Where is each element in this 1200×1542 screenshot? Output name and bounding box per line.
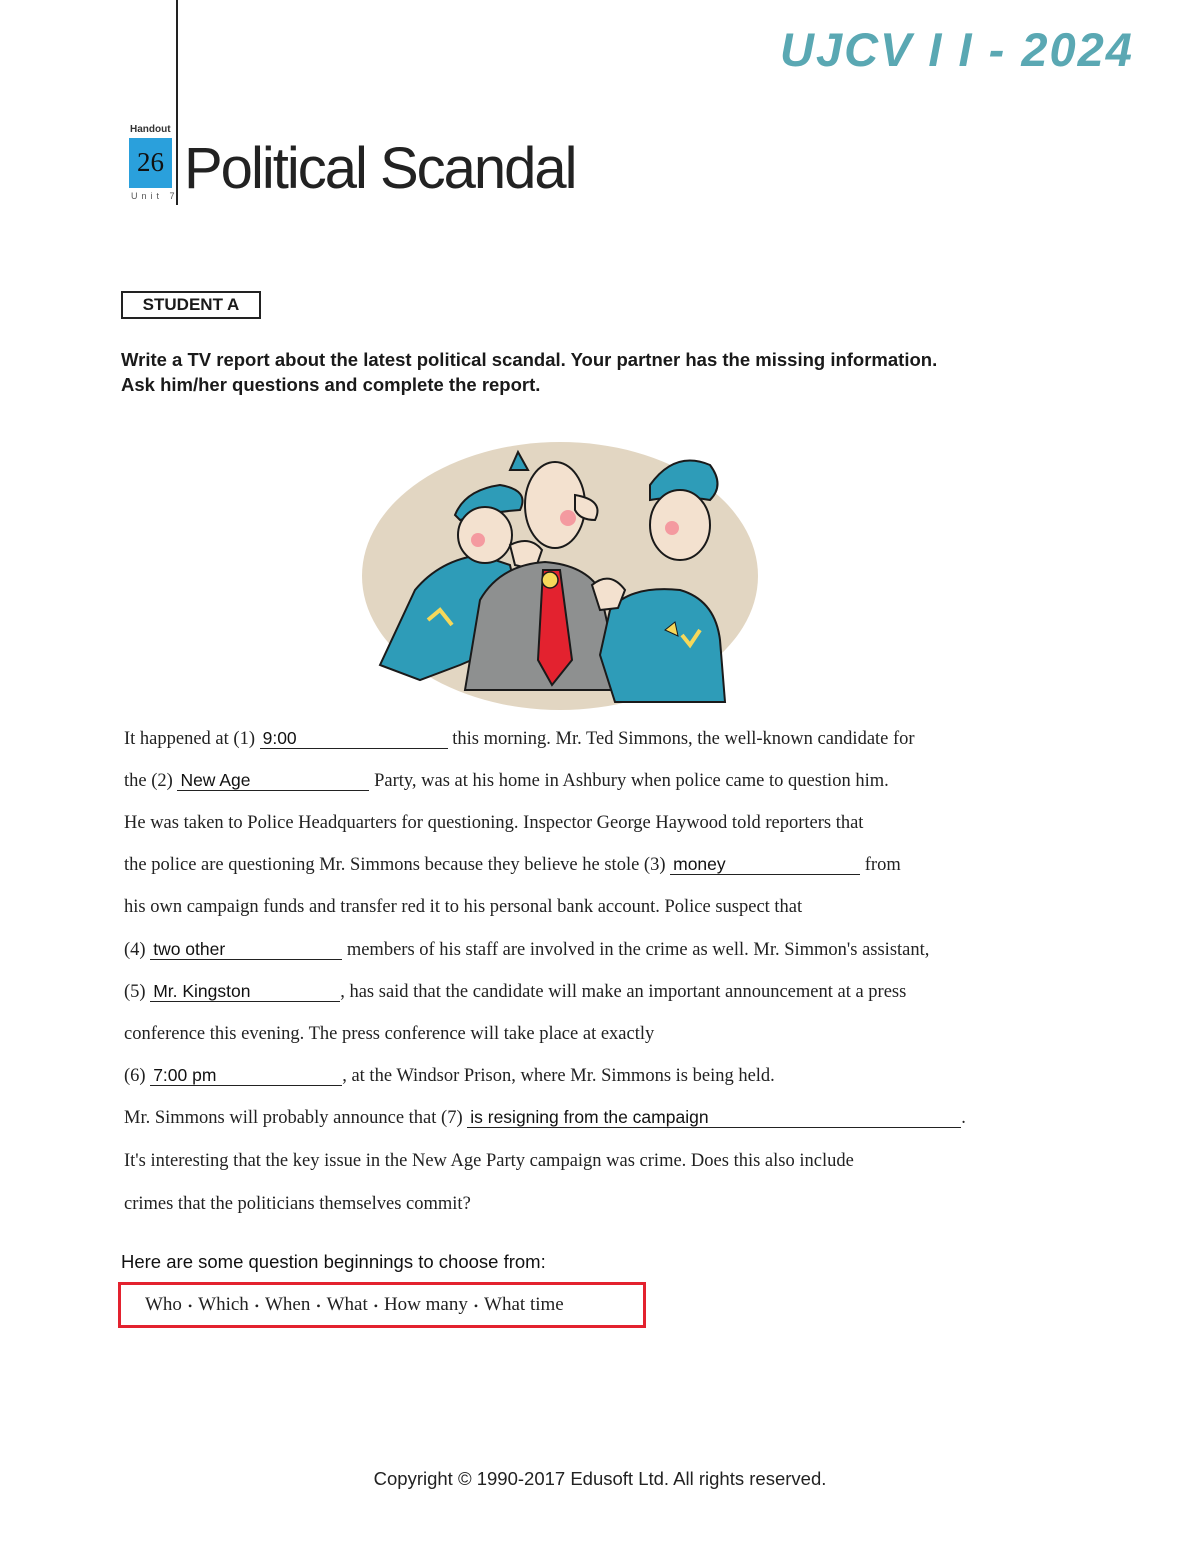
report-text: . [961,1108,966,1128]
unit-label: Unit 7 [131,191,179,201]
question-beginnings-box [118,1282,646,1328]
separator-dot: • [316,1298,321,1313]
report-text: the (2) [124,771,173,791]
report-text: members of his staff are involved in the crime as well. Mr. Simmon's assistant, [346,940,930,960]
header-divider [176,0,178,205]
answer-blank-7[interactable]: is resigning from the campaign [467,1104,961,1128]
report-line [124,766,889,796]
report-line: his own campaign funds and transfer red it to his personal bank account. Police suspect that [124,897,803,917]
report-line: It's interesting that the key issue in the New Age Party campaign was crime. Does this also include [124,1151,854,1171]
question-word: What [326,1294,368,1315]
handout-number-badge: 26 [129,138,172,188]
report-text: , at the Windsor Prison, where Mr. Simmons is being held. [342,1066,775,1086]
separator-dot: • [373,1298,378,1313]
watermark-text: UJCV I I - 2024 [780,23,1134,76]
separator-dot: • [187,1298,193,1313]
report-text: (4) [124,940,146,960]
answer-blank-1[interactable]: 9:00 [260,725,448,749]
report-line [124,1061,775,1091]
report-text: the police are questioning Mr. Simmons because they believe he stole (3) [124,855,666,875]
answer-blank-6[interactable]: 7:00 pm [150,1062,342,1086]
report-line [124,935,929,965]
handout-label: Handout [130,124,171,135]
question-word: Which [198,1294,249,1315]
report-line: He was taken to Police Headquarters for questioning. Inspector George Haywood told reporters that [124,813,864,833]
report-text: Party, was at his home in Ashbury when police came to question him. [374,771,889,791]
answer-blank-2[interactable]: New Age [177,767,369,791]
question-word: How many [383,1294,468,1315]
report-line: conference this evening. The press conference will take place at exactly [124,1024,655,1044]
report-line [124,724,915,754]
separator-dot: • [473,1298,479,1313]
report-text: (6) [124,1066,146,1086]
report-text: this morning. Mr. Ted Simmons, the well-known candidate for [452,729,915,749]
question-word: When [265,1294,311,1315]
answer-blank-4[interactable]: two other [150,936,342,960]
report-text: from [864,855,901,875]
report-text: , has said that the candidate will make an important announcement at a press [340,982,907,1002]
report-text: Mr. Simmons will probably announce that (7) [124,1108,463,1128]
report-text: It happened at (1) [124,729,255,749]
question-word: Who [145,1294,182,1315]
answer-blank-3[interactable]: money [670,851,860,875]
question-word: What time [484,1294,564,1315]
report-line: crimes that the politicians themselves commit? [124,1194,471,1214]
copyright-notice: Copyright © 1990-2017 Edusoft Ltd. All rights reserved. [373,1468,827,1489]
report-line [124,850,901,880]
arrest-illustration [360,440,760,712]
instructions-text: Write a TV report about the latest political scandal. Your partner has the missing information. Ask him/her questions and complete the report. [121,349,938,395]
report-line [124,977,906,1007]
page-title: Political Scandal [184,136,576,201]
answer-blank-5[interactable]: Mr. Kingston [150,978,340,1002]
student-label: STUDENT A [121,291,261,319]
report-text: (5) [124,982,146,1002]
question-beginnings-heading: Here are some question beginnings to choose from: [121,1251,546,1272]
separator-dot: • [254,1298,259,1313]
report-line [124,1103,966,1133]
